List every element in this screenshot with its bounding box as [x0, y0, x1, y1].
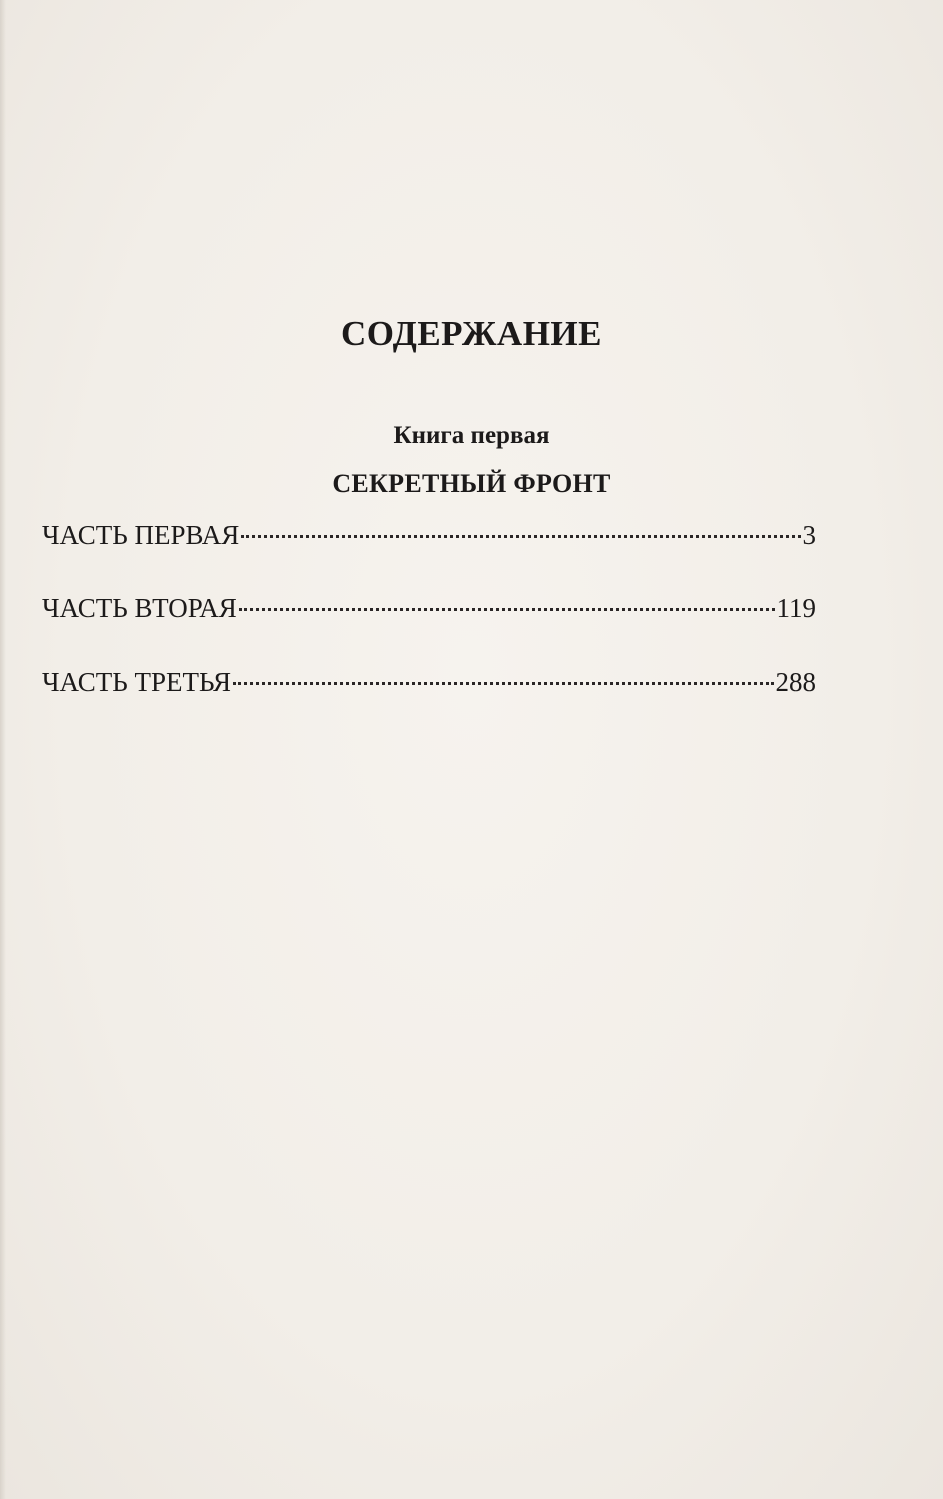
toc-entry-label: ЧАСТЬ ВТОРАЯ	[42, 593, 237, 623]
toc-entry-page: 3	[802, 520, 816, 550]
book-subtitle: СЕКРЕТНЫЙ ФРОНТ	[332, 469, 611, 498]
toc-entry-label: ЧАСТЬ ПЕРВАЯ	[42, 520, 240, 550]
dot-leader	[233, 682, 773, 685]
page-edge-shadow	[0, 0, 6, 1499]
contents-title: СОДЕРЖАНИЕ	[340, 314, 602, 353]
toc-entry-part-two	[42, 593, 816, 629]
toc-entry-part-one	[42, 520, 816, 556]
book-label: Книга первая	[393, 422, 550, 449]
dot-leader	[241, 535, 800, 538]
toc-entry-page: 119	[776, 593, 816, 623]
toc-entry-label: ЧАСТЬ ТРЕТЬЯ	[42, 667, 232, 697]
toc-entry-part-three	[42, 667, 816, 703]
toc-entry-page: 288	[775, 667, 816, 697]
dot-leader	[239, 608, 775, 611]
